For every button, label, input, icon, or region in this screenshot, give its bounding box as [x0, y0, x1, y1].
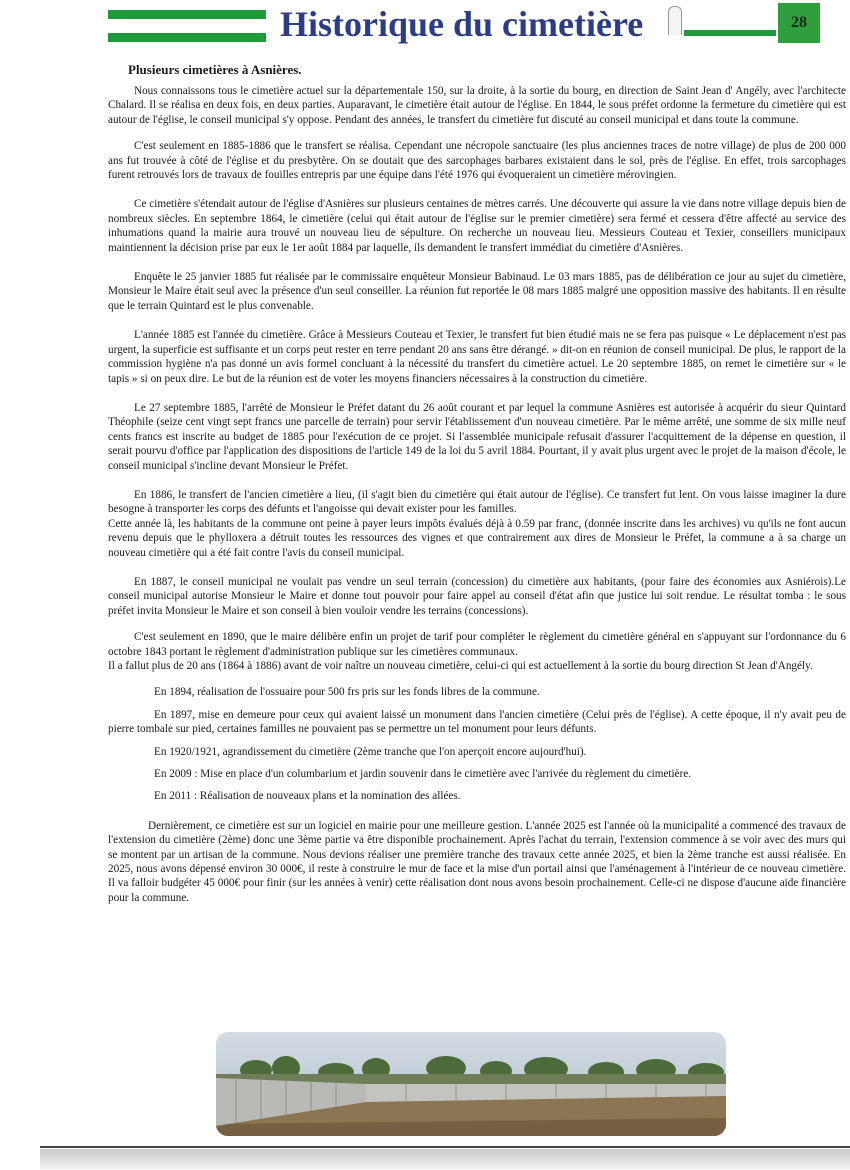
- timeline-item: En 1894, réalisation de l'ossuaire pour 500 frs pris sur les fonds libres de la commune.: [154, 686, 540, 699]
- footer-shadow: [40, 1149, 850, 1169]
- page-title: Historique du cimetière: [280, 4, 644, 44]
- tombstone-icon: [668, 6, 682, 35]
- header-bar-top: [108, 10, 266, 19]
- paragraph: C'est seulement en 1890, que le maire délibère enfin un projet de tarif pour compléter le règlement du cimetière général en s'appuyant sur l'ordonnance du 6 octobre 1843 portant le règlement d'administration publique sur les cimetières communaux.: [108, 631, 846, 658]
- timeline-item: En 2009 : Mise en place d'un columbarium et jardin souvenir dans le cimetière avec l'arrivée du règlement du cimetière.: [154, 768, 692, 781]
- header-bar-right: [684, 30, 776, 36]
- timeline-item: En 2011 : Réalisation de nouveaux plans et la nomination des allées.: [154, 790, 461, 803]
- paragraph: Ce cimetière s'étendait autour de l'église d'Asnières sur plusieurs centaines de mètres carrés. Une découverte qui assure la vie dans notre village depuis bien de nombreux siècles. En septembre 1864, le cimetière (celui qui était autour de l'église sur le premier cimetière) sera fermé et cessera d'être affecté au service des inhumations quand la mairie aura trouvé un nouveau lieu de sépulture. On recherche un nouveau lieu. Messieurs Couteau et Texier, conseillers municipaux maintiennent la décision prise par eux le 1er août 1884 par laquelle, ils demandent le transfert immédiat du cimetière d'Asnières.: [108, 198, 846, 254]
- timeline-item: En 1897, mise en demeure pour ceux qui avaient laissé un monument dans l'ancien cimetière (Celui près de l'église). A cette époque, il n'y avait peu de pierre tombale sur pied, certaines familles ne pouvaient pas se permettre un tel monument pour leurs défunts.: [108, 708, 846, 736]
- cemetery-extension-photo: [216, 1032, 726, 1136]
- paragraph: C'est seulement en 1885-1886 que le transfert se réalisa. Cependant une nécropole sanctuaire (les plus anciennes traces de notre village) de plus de 200 000 ans fut trouvée à côté de l'église et du presbytère. On se doutait que des sarcophages barbares existaient dans le sol, près de l'église. En effet, trois sarcophages furent retrouvés lors de travaux de fouilles entrepris par une équipe dans l'été 1976 qui évoqueraient un cimetière mérovingien.: [108, 140, 846, 182]
- paragraph: Enquête le 25 janvier 1885 fut réalisée par le commissaire enquêteur Monsieur Babinaud. Le 03 mars 1885, pas de délibération ce jour au sujet du cimetière, Monsieur le Maire était seul avec la présence d'un seul conseiller. La réunion fut reportée le 08 mars 1885 malgré une opposition massive des habitants. Il en résulte que le terrain Quintard est le plus convenable.: [108, 271, 846, 312]
- paragraph: Nous connaissons tous le cimetière actuel sur la départementale 150, sur la droite, à la sortie du bourg, en direction de Saint Jean d' Angély, avec l'architecte Chalard. Il se réalisa en deux fois, en deux parties. Auparavant, le cimetière était autour de l'église. En 1844, le sous préfet ordonne la fermeture du cimetière qui est autour de l'église, le conseil municipal s'y oppose. Pendant des années, le transfert du cimetière fut discuté au conseil municipal et dans toute la commune.: [108, 85, 846, 126]
- footer-rule: [40, 1146, 850, 1148]
- section-title: Plusieurs cimetières à Asnières.: [128, 62, 302, 77]
- paragraph: L'année 1885 est l'année du cimetière. Grâce à Messieurs Couteau et Texier, le transfert fut bien étudié mais ne se fera pas puisque « Le déplacement n'est pas urgent, la superficie est suffisante et un corps peut rester en terre pendant 20 ans sans être dérangé. » dit-on en réunion de conseil municipal. De plus, le rapport de la commission hygiène n'a pas donné un avis formel concluant à la nécessité du transfert du cimetière actuel. Le 20 septembre 1885, on remet le cimetière sur « le tapis » si on peux dire. Le but de la réunion est de voter les moyens financiers nécessaires à la construction du cimetière.: [108, 329, 846, 385]
- paragraph: En 1887, le conseil municipal ne voulait pas vendre un seul terrain (concession) du cimetière aux habitants, (pour faire des économies aux Asniérois).Le conseil municipal autorise Monsieur le Maire et donne tout pouvoir pour faire appel au conseil d'état afin que justice lui soit rendue. Le résultat tomba : le sous préfet invita Monsieur le Maire et son conseil à bien vouloir vendre les terrains (concessions).: [108, 575, 846, 617]
- timeline-item: En 1920/1921, agrandissement du cimetière (2ème tranche que l'on aperçoit encore aujourd'hui).: [154, 745, 587, 758]
- paragraph: Le 27 septembre 1885, l'arrêté de Monsieur le Préfet datant du 26 août courant et par lequel la commune Asnières est autorisée à acquérir du sieur Quintard Théophile (seize cent vingt sept francs une parcelle de terrain) pour servir l'établissement d'un nouveau cimetière. Par le même arrêté, une somme de six mille neuf cents francs est inscrite au budget de 1885 pour l'exécution de ce projet. Si l'assemblée municipale refusait d'assurer l'acquittement de la dépense en question, il serait pourvu d'office par l'application des dispositions de l'article 149 de la loi du 5 avril 1884. Pourtant, il y avait plus urgent avec le projet de la maison d'école, le conseil municipal s'incline devant Monsieur le Préfet.: [108, 401, 846, 472]
- paragraph: Cette année là, les habitants de la commune ont peine à payer leurs impôts évalués déjà à 0.59 par franc, (donnée inscrite dans les archives) vu qu'ils ne font aucun revenu depuis que le phylloxera a détruit toutes les ressources des vignes et que contrairement aux dires de Monsieur le Préfet, la commune a à sa charge un nouveau cimetière qui a été fait contre l'avis du conseil municipal.: [108, 517, 846, 559]
- header-bar-bottom: [108, 33, 266, 42]
- cemetery-photo-drawing: [216, 1032, 726, 1136]
- paragraph: Il a fallut plus de 20 ans (1864 à 1886) avant de voir naître un nouveau cimetière, celui-ci qui est actuellement à la sortie du bourg direction St Jean d'Angély.: [108, 660, 813, 672]
- paragraph: Dernièrement, ce cimetière est sur un logiciel en mairie pour une meilleure gestion. L'année 2025 est l'année où la municipalité a commencé des travaux de l'extension du cimetière (2ème) donc une 3ème partie va être disponible prochainement. Après l'achat du terrain, l'extension commence à se voir avec des murs qui se montent par un artisan de la commune. Nous devions réaliser une première tranche des travaux cette année 2025, et bien la 2ème tranche est aussi réalisée. En 2025, nous avons dépensé environ 30 000€, il reste à construire le mur de face et la mise d'un portail ainsi que l'aménagement à l'intérieur de ce nouveau cimetière. Il va falloir budgéter 45 000€ pour finir (sur les années à venir) cette réalisation dont nous avons besoin prochainement. Celle-ci ne dispose d'aucune aide financière pour la commune.: [108, 819, 846, 904]
- article-body: [108, 84, 846, 905]
- paragraph: En 1886, le transfert de l'ancien cimetière a lieu, (il s'agit bien du cimetière qui était autour de l'église). Ce transfert fut lent. On vous laisse imaginer la dure besogne à transporter les corps des défunts et l'angoisse qui devait exister pour les familles.: [108, 488, 846, 516]
- page-number-badge: 28: [778, 3, 820, 43]
